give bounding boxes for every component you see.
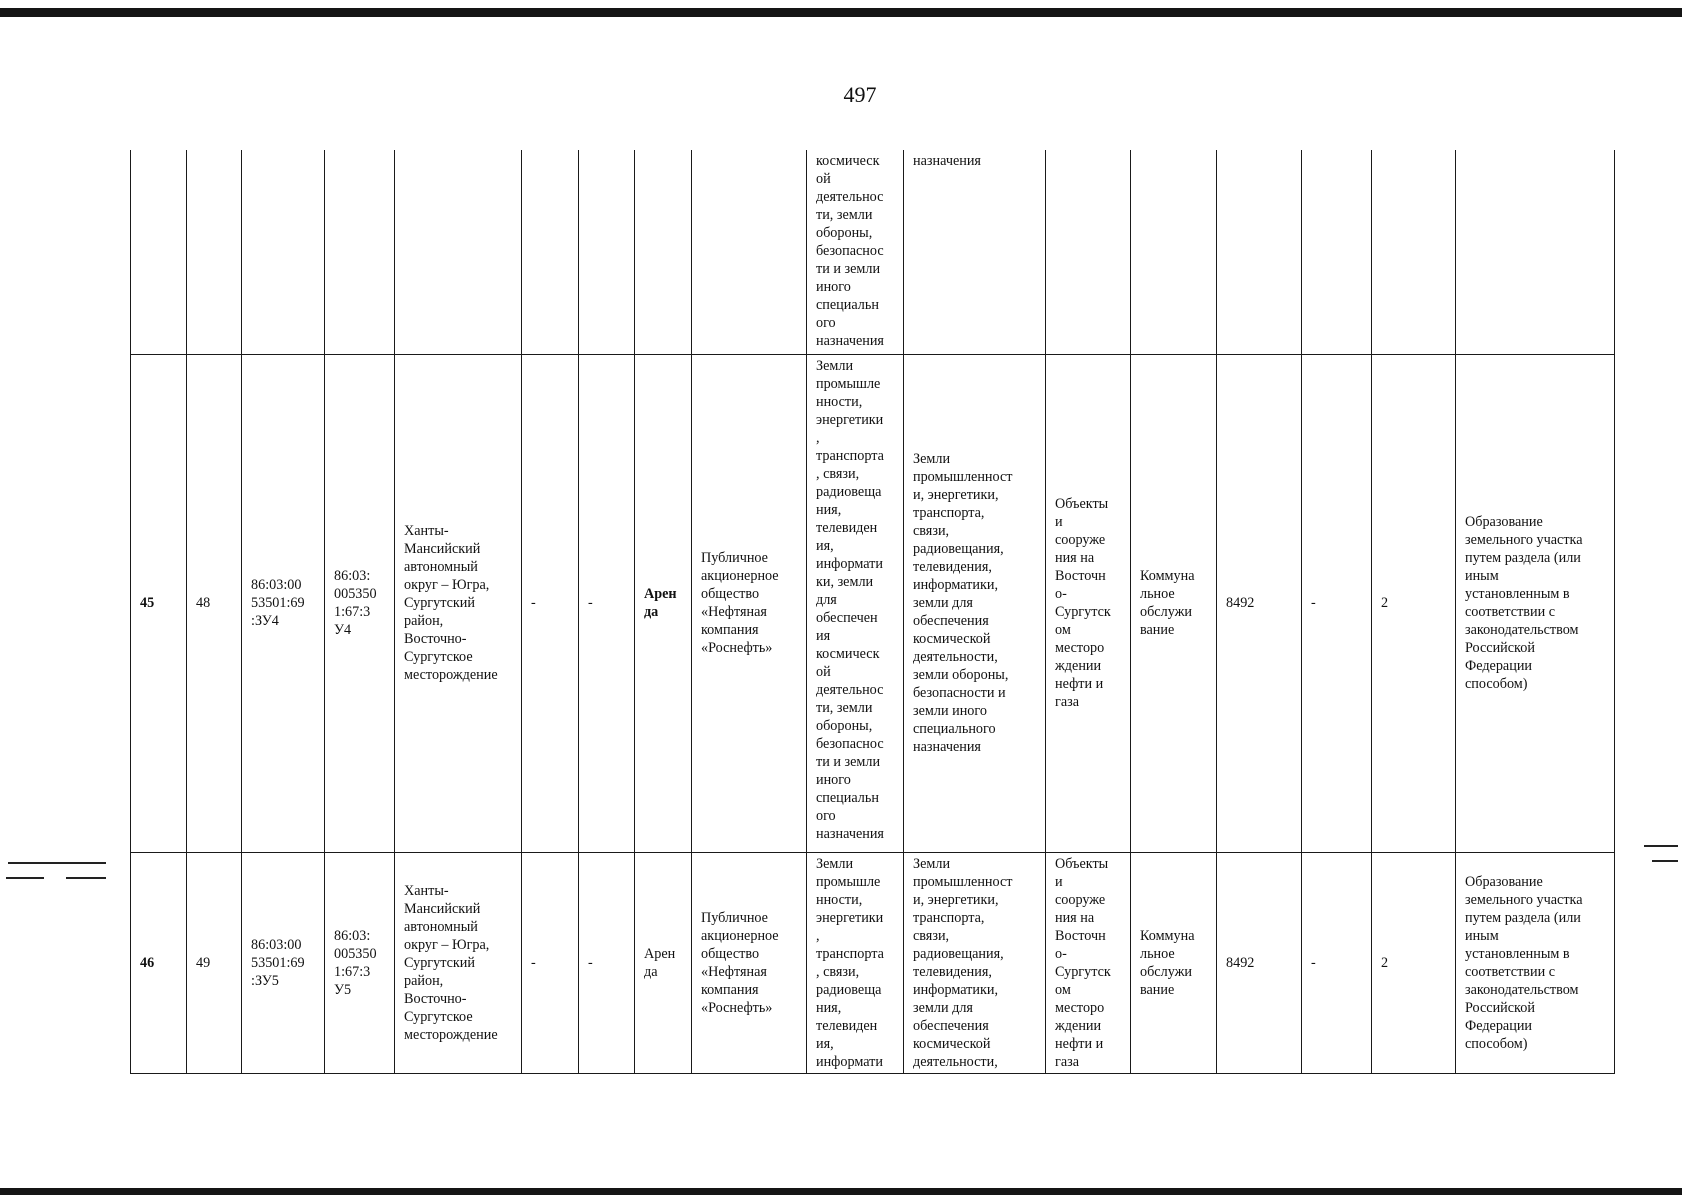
- cell-location: Ханты- Мансийский автономный округ – Югра, Сургутский район, Восточно- Сургутское месторождение: [395, 354, 522, 852]
- cell-permitted-use: Земли промышленност и, энергетики, транспорта, связи, радиовещания, телевидения, информатики, земли для обеспечения космической деятельности,: [904, 852, 1046, 1073]
- cell-col14: -: [1302, 852, 1372, 1073]
- scan-border-top: [0, 8, 1682, 17]
- cell-method: [1456, 150, 1615, 354]
- cell-permitted-use: назначения: [904, 150, 1046, 354]
- cell-right-type: Арен да: [635, 354, 692, 852]
- cell-num: 45: [131, 354, 187, 852]
- cell-col7: -: [579, 354, 635, 852]
- cell-col15: 2: [1372, 354, 1456, 852]
- cell-index: [187, 150, 242, 354]
- cell-plot-ref: 86:03: 005350 1:67:3 У4: [325, 354, 395, 852]
- cell-object: Объекты и сооруже ния на Восточн о- Сургутск ом месторо ждении нефти и газа: [1046, 354, 1131, 852]
- cell-land-category: космическ ой деятельнос ти, земли обороны, безопаснос ти и земли иного специальн ого назначения: [807, 150, 904, 354]
- scan-mark-right-2: [1652, 860, 1678, 862]
- table-row-continuation: [131, 150, 1615, 354]
- cell-area: [1217, 150, 1302, 354]
- cell-cadastral: 86:03:00 53501:69 :ЗУ4: [242, 354, 325, 852]
- cell-right-type: Арен да: [635, 852, 692, 1073]
- cell-col7: -: [579, 852, 635, 1073]
- table-row: [131, 852, 1615, 1073]
- cell-location: [395, 150, 522, 354]
- cell-col6: -: [522, 354, 579, 852]
- scan-mark-left-3: [66, 877, 106, 879]
- cell-index: 49: [187, 852, 242, 1073]
- page-number: 497: [843, 82, 877, 107]
- cell-purpose: Коммуна льное обслужи вание: [1131, 354, 1217, 852]
- cell-area: 8492: [1217, 354, 1302, 852]
- cell-col14: -: [1302, 354, 1372, 852]
- cell-col15: [1372, 150, 1456, 354]
- cell-purpose: Коммуна льное обслужи вание: [1131, 852, 1217, 1073]
- cell-col6: [522, 150, 579, 354]
- cell-area: 8492: [1217, 852, 1302, 1073]
- cell-method: Образование земельного участка путем раздела (или иным установленным в соответствии с законодательством Российской Федерации способом): [1456, 354, 1615, 852]
- cell-col14: [1302, 150, 1372, 354]
- cell-col6: -: [522, 852, 579, 1073]
- cell-permitted-use: Земли промышленност и, энергетики, транспорта, связи, радиовещания, телевидения, информатики, земли для обеспечения космической деятельности, земли обороны, безопасности и земли иного специального назначения: [904, 354, 1046, 852]
- scan-mark-left-2: [6, 877, 44, 879]
- cell-plot-ref: 86:03: 005350 1:67:3 У5: [325, 852, 395, 1073]
- land-plot-table: [130, 150, 1615, 1074]
- cell-land-category: Земли промышле нности, энергетики , транспорта , связи, радиовеща ния, телевиден ия, информати: [807, 852, 904, 1073]
- cell-purpose: [1131, 150, 1217, 354]
- cell-num: 46: [131, 852, 187, 1073]
- cell-plot-ref: [325, 150, 395, 354]
- cell-object: [1046, 150, 1131, 354]
- cell-holder: Публичное акционерное общество «Нефтяная компания «Роснефть»: [692, 354, 807, 852]
- table-row: [131, 354, 1615, 852]
- scan-border-bottom: [0, 1188, 1682, 1195]
- cell-num: [131, 150, 187, 354]
- scan-mark-left-1: [8, 862, 106, 864]
- cell-object: Объекты и сооруже ния на Восточн о- Сургутск ом месторо ждении нефти и газа: [1046, 852, 1131, 1073]
- cell-location: Ханты- Мансийский автономный округ – Югра, Сургутский район, Восточно- Сургутское месторождение: [395, 852, 522, 1073]
- cell-method: Образование земельного участка путем раздела (или иным установленным в соответствии с законодательством Российской Федерации способом): [1456, 852, 1615, 1073]
- cell-right-type: [635, 150, 692, 354]
- cell-col15: 2: [1372, 852, 1456, 1073]
- cell-cadastral: 86:03:00 53501:69 :ЗУ5: [242, 852, 325, 1073]
- cell-index: 48: [187, 354, 242, 852]
- cell-holder: Публичное акционерное общество «Нефтяная компания «Роснефть»: [692, 852, 807, 1073]
- cell-holder: [692, 150, 807, 354]
- cell-land-category: Земли промышле нности, энергетики , транспорта , связи, радиовеща ния, телевиден ия, информати ки, земли для обеспечен ия космическ ой деятельнос ти, земли обороны, безопаснос ти и земли иного специальн ого назначения: [807, 354, 904, 852]
- cell-col7: [579, 150, 635, 354]
- scan-mark-right-1: [1644, 845, 1678, 847]
- cell-cadastral: [242, 150, 325, 354]
